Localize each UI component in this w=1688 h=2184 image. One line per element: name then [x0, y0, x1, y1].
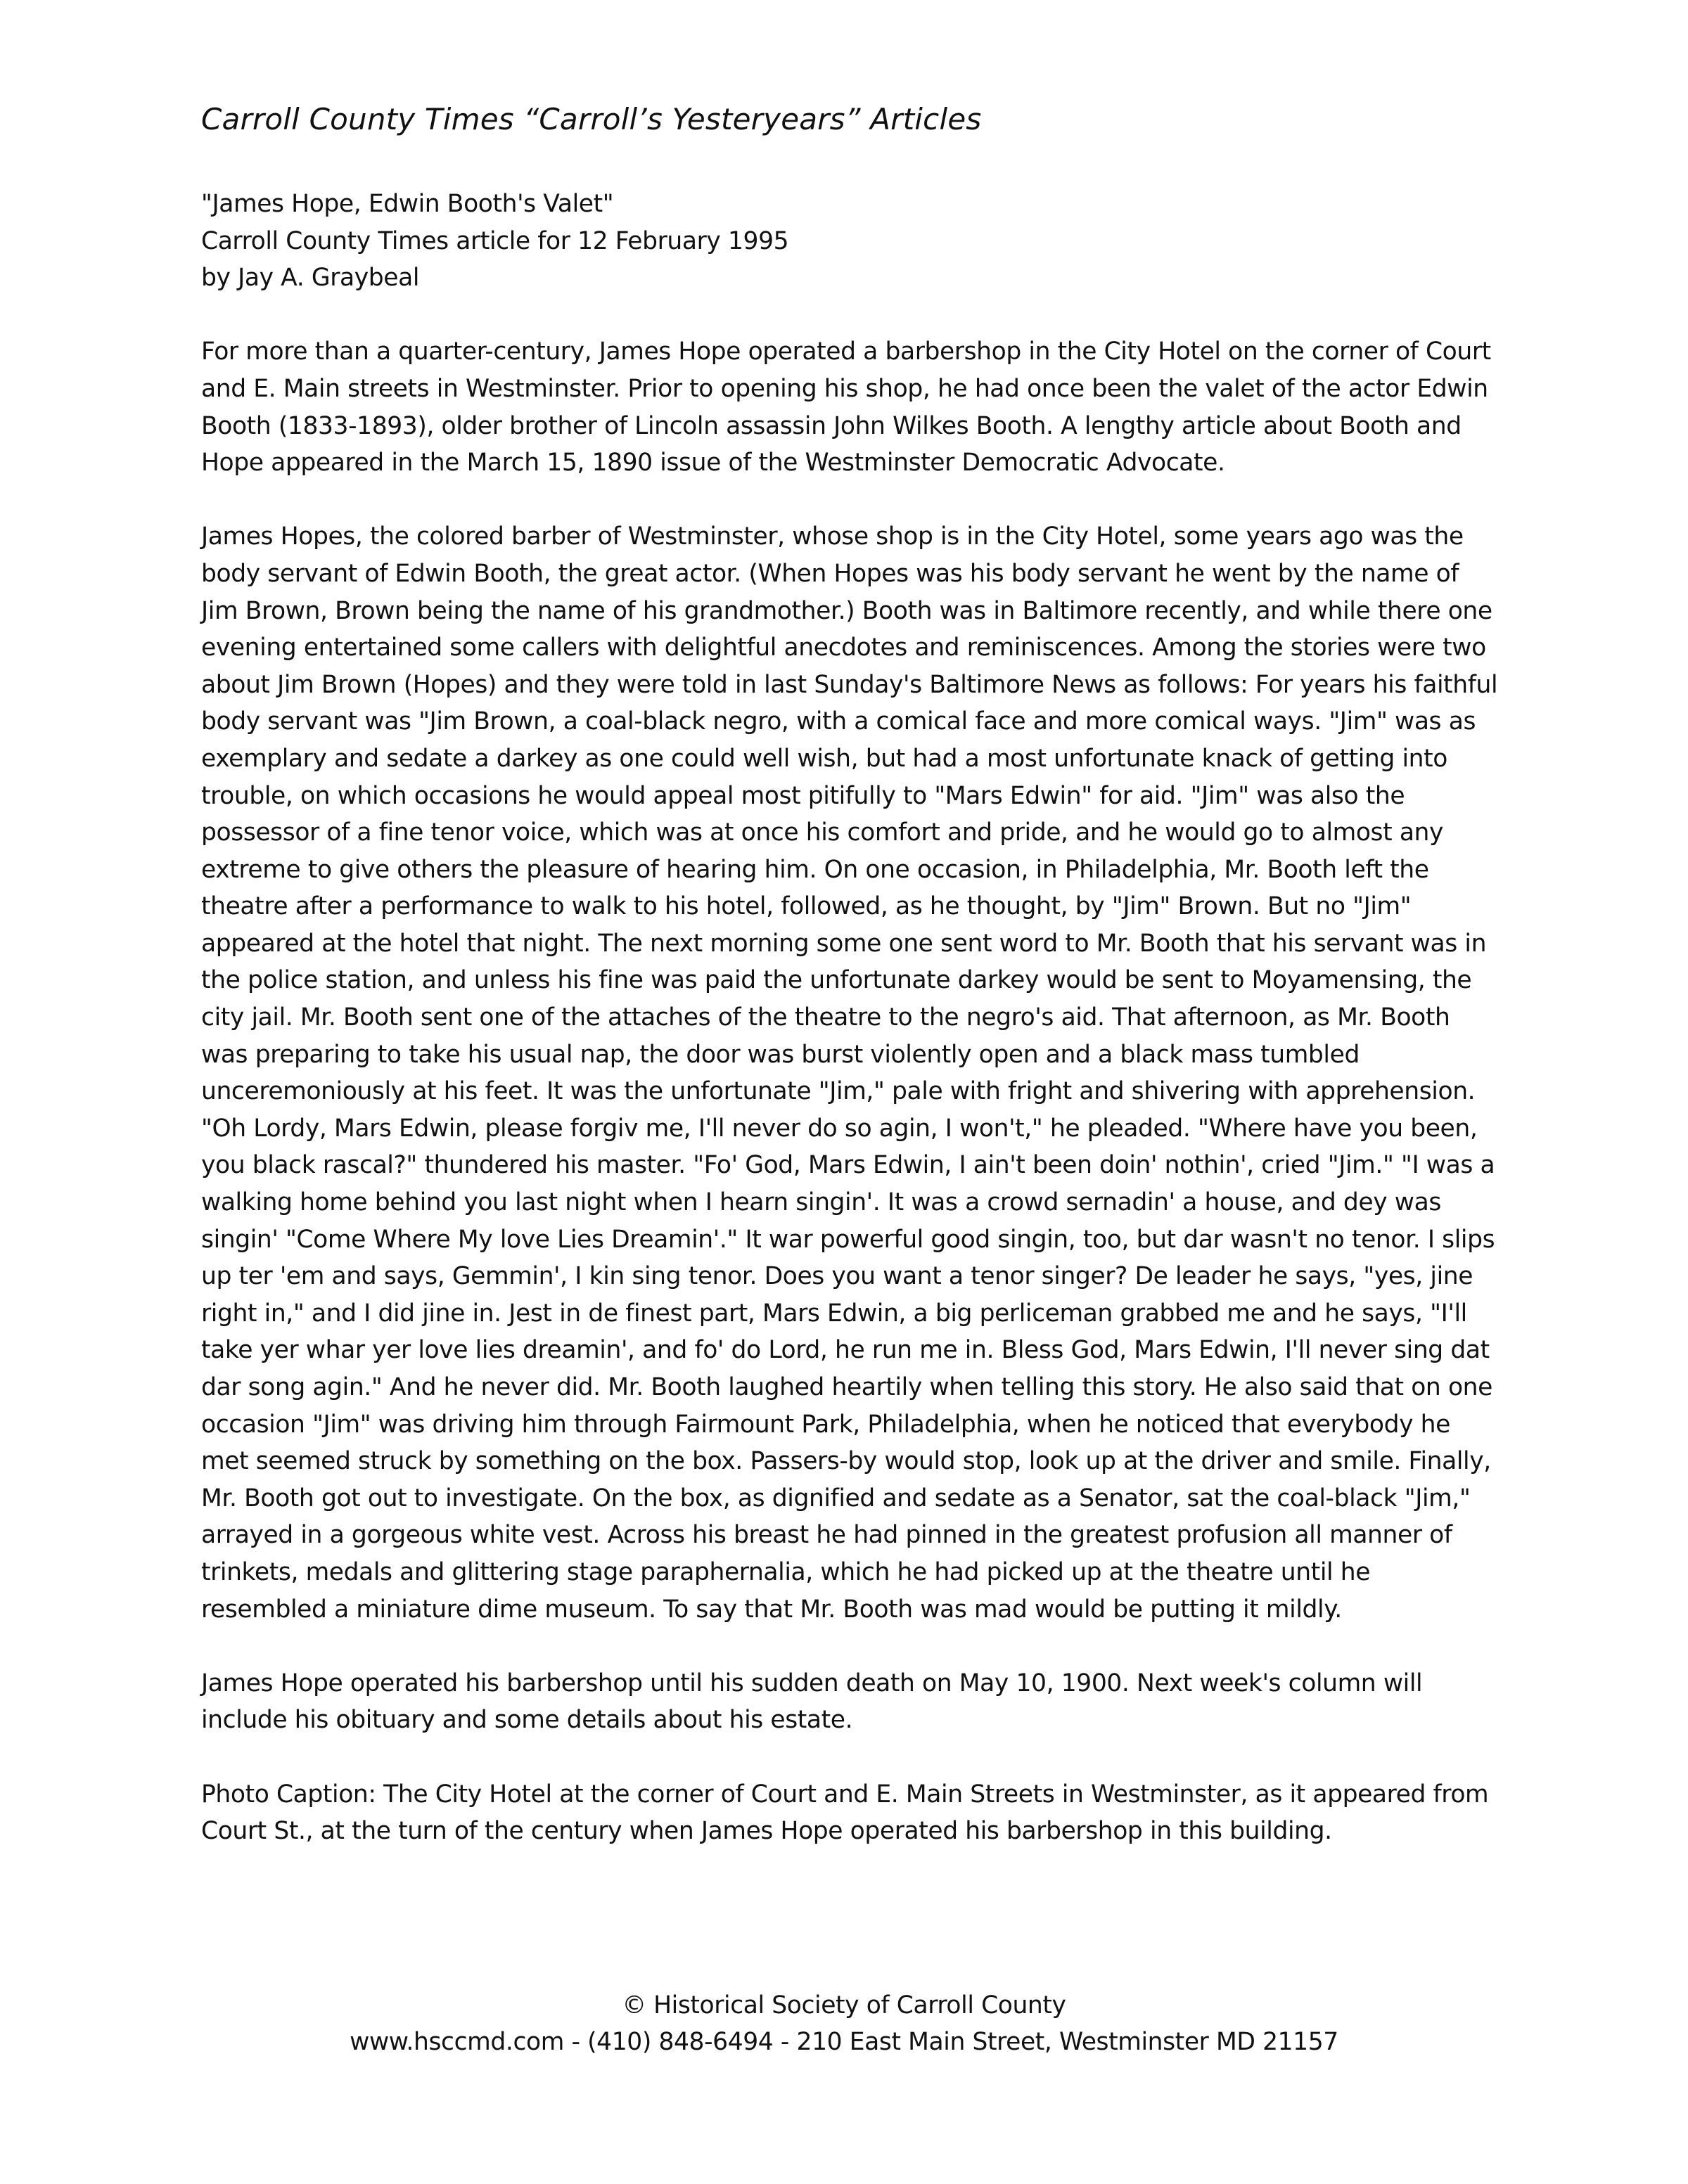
series-title: Carroll County Times “Carroll’s Yesteryears” Articles	[201, 102, 982, 136]
copyright-line: © Historical Society of Carroll County	[622, 1991, 1066, 2019]
paragraph-intro: For more than a quarter-century, James Hope operated a barbershop in the City Hotel on the corner of Court and E. Main streets in Westminster. Prior to opening his shop, he had once been the valet of the actor Edwin Booth (1833-1893), older brother of Lincoln assassin John Wilkes Booth. A lengthy article about Booth and Hope appeared in the March 15, 1890 issue of the Westminster Democratic Advocate.	[201, 338, 1491, 477]
article-title: "James Hope, Edwin Booth's Valet"	[201, 190, 614, 218]
publication-line: Carroll County Times article for 12 February 1995	[201, 226, 789, 255]
author-line: by Jay A. Graybeal	[201, 264, 420, 293]
paragraph-reprint: James Hopes, the colored barber of Westminster, whose shop is in the City Hotel, some years ago was the body servant of Edwin Booth, the great actor. (When Hopes was his body servant he went by the name of Jim Brown, Brown being the name of his grandmother.) Booth was in Baltimore recently, and while there one evening entertained some callers with delightful anecdotes and reminiscences. Among the stories were two about Jim Brown (Hopes) and they were told in last Sunday's Baltimore News as follows: For years his faithful body servant was "Jim Brown, a coal-black negro, with a comical face and more comical ways. "Jim" was as exemplary and sedate a darkey as one could well wish, but had a most unfortunate knack of getting into trouble, on which occasions he would appeal most pitifully to "Mars Edwin" for aid. "Jim" was also the possessor of a fine tenor voice, which was at once his comfort and pride, and he would go to almost any extreme to give others the pleasure of hearing him. On one occasion, in Philadelphia, Mr. Booth left the theatre after a performance to walk to his hotel, followed, as he thought, by "Jim" Brown. But no "Jim" appeared at the hotel that night. The next morning some one sent word to Mr. Booth that his servant was in the police station, and unless his fine was paid the unfortunate darkey would be sent to Moyamensing, the city jail. Mr. Booth sent one of the attaches of the theatre to the negro's aid. That afternoon, as Mr. Booth was preparing to take his usual nap, the door was burst violently open and a black mass tumbled unceremoniously at his feet. It was the unfortunate "Jim," pale with fright and shivering with apprehension. "Oh Lordy, Mars Edwin, please forgiv me, I'll never do so agin, I won't," he pleaded. "Where have you been, you black rascal?" thundered his master. "Fo' God, Mars Edwin, I ain't been doin' nothin', cried "Jim." "I was a walking home behind you last night when I hearn singin'. It was a crowd sernadin' a house, and dey was singin' "Come Where My love Lies Dreamin'." It war powerful good singin, too, but dar wasn't no tenor. I slips up ter 'em and says, Gemmin', I kin sing tenor. Does you want a tenor singer? De leader he says, "yes, jine right in," and I did jine in. Jest in de finest part, Mars Edwin, a big perliceman grabbed me and he says, "I'll take yer whar yer love lies dreamin', and fo' do Lord, he run me in. Bless God, Mars Edwin, I'll never sing dat dar song agin." And he never did. Mr. Booth laughed heartily when telling this story. He also said that on one occasion "Jim" was driving him through Fairmount Park, Philadelphia, when he noticed that everybody he met seemed struck by something on the box. Passers-by would stop, look up at the driver and smile. Finally, Mr. Booth got out to investigate. On the box, as dignified and sedate as a Senator, sat the coal-black "Jim," arrayed in a gorgeous white vest. Across his breast he had pinned in the greatest profusion all manner of trinkets, medals and glittering stage paraphernalia, which he had picked up at the theatre until he resembled a miniature dime museum. To say that Mr. Booth was mad would be putting it mildly.	[201, 522, 1498, 1624]
photo-caption: Photo Caption: The City Hotel at the corner of Court and E. Main Streets in Westminster, as it appeared from Court St., at the turn of the century when James Hope operated his barbershop in this building.	[201, 1780, 1489, 1846]
article-page	[201, 98, 1498, 1850]
contact-line: www.hsccmd.com - (410) 848-6494 - 210 East Main Street, Westminster MD 21157	[350, 2028, 1338, 2056]
byline	[201, 186, 1498, 297]
paragraph-conclusion: James Hope operated his barbershop until his sudden death on May 10, 1900. Next week's column will include his obituary and some details about his estate.	[201, 1669, 1423, 1735]
article-body	[201, 186, 1498, 1850]
footer	[0, 1987, 1688, 2060]
